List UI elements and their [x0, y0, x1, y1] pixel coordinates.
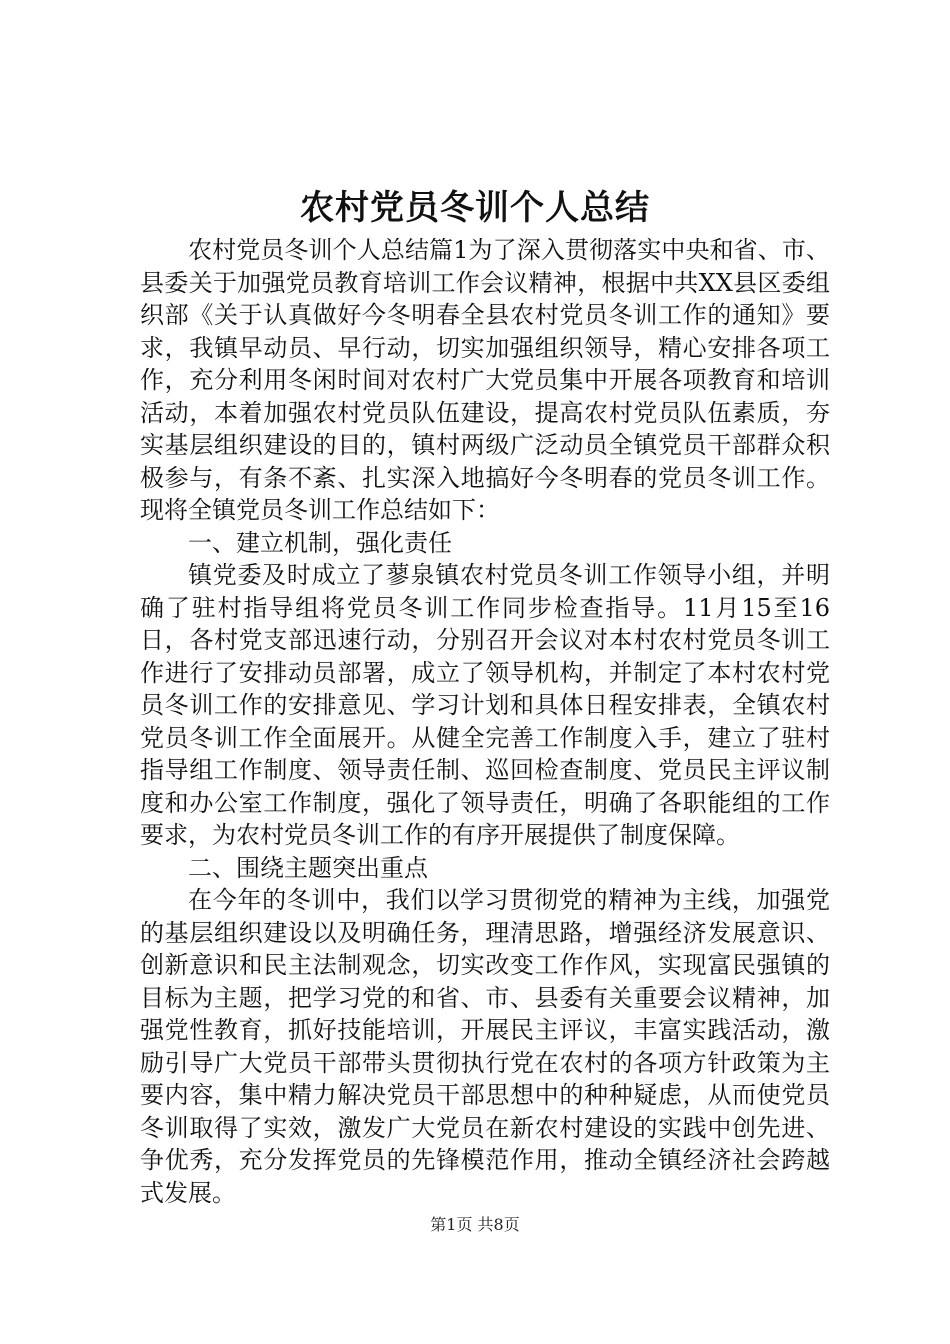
section-heading-2: 二、围绕主题突出重点 [188, 853, 428, 882]
paragraph-intro: 农村党员冬训个人总结篇1为了深入贯彻落实中央和省、市、县委关于加强党员教育培训工作会议精神，根据中共XX县区委组织部《关于认真做好今冬明春全县农村党员冬训工作的通知》要求，我镇早动员、早行动，切实加强组织领导，精心安排各项工作，充分利用冬闲时间对农村广大党员集中开展各项教育和培训活动，本着加强农村党员队伍建设，提高农村党员队伍素质，夯实基层组织建设的目的，镇村两级广泛动员全镇党员干部群众积极参与，有条不紊、扎实深入地搞好今冬明春的党员冬训工作。现将全镇党员冬训工作总结如下： [140, 236, 830, 524]
section-heading-1: 一、建立机制，强化责任 [188, 528, 452, 557]
page-number-footer: 第1页 共8页 [430, 1215, 520, 1234]
document-title: 农村党员冬训个人总结 [300, 188, 650, 228]
document-body [140, 234, 830, 1209]
paragraph-section-1: 镇党委及时成立了蓼泉镇农村党员冬训工作领导小组，并明确了驻村指导组将党员冬训工作同步检查指导。11月15至16日，各村党支部迅速行动，分别召开会议对本村农村党员冬训工作进行了安排动员部署，成立了领导机构，并制定了本村农村党员冬训工作的安排意见、学习计划和具体日程安排表，全镇农村党员冬训工作全面展开。从健全完善工作制度入手，建立了驻村指导组工作制度、领导责任制、巡回检查制度、党员民主评议制度和办公室工作制度，强化了领导责任，明确了各职能组的工作要求，为农村党员冬训工作的有序开展提供了制度保障。 [140, 561, 830, 849]
paragraph-section-2: 在今年的冬训中，我们以学习贯彻党的精神为主线，加强党的基层组织建设以及明确任务，理清思路，增强经济发展意识、创新意识和民主法制观念，切实改变工作作风，实现富民强镇的目标为主题，把学习党的和省、市、县委有关重要会议精神，加强党性教育，抓好技能培训，开展民主评议，丰富实践活动，激励引导广大党员干部带头贯彻执行党在农村的各项方针政策为主要内容，集中精力解决党员干部思想中的种种疑虑，从而使党员冬训取得了实效，激发广大党员在新农村建设的实践中创先进、争优秀，充分发挥党员的先锋模范作用，推动全镇经济社会跨越式发展。 [140, 886, 830, 1207]
